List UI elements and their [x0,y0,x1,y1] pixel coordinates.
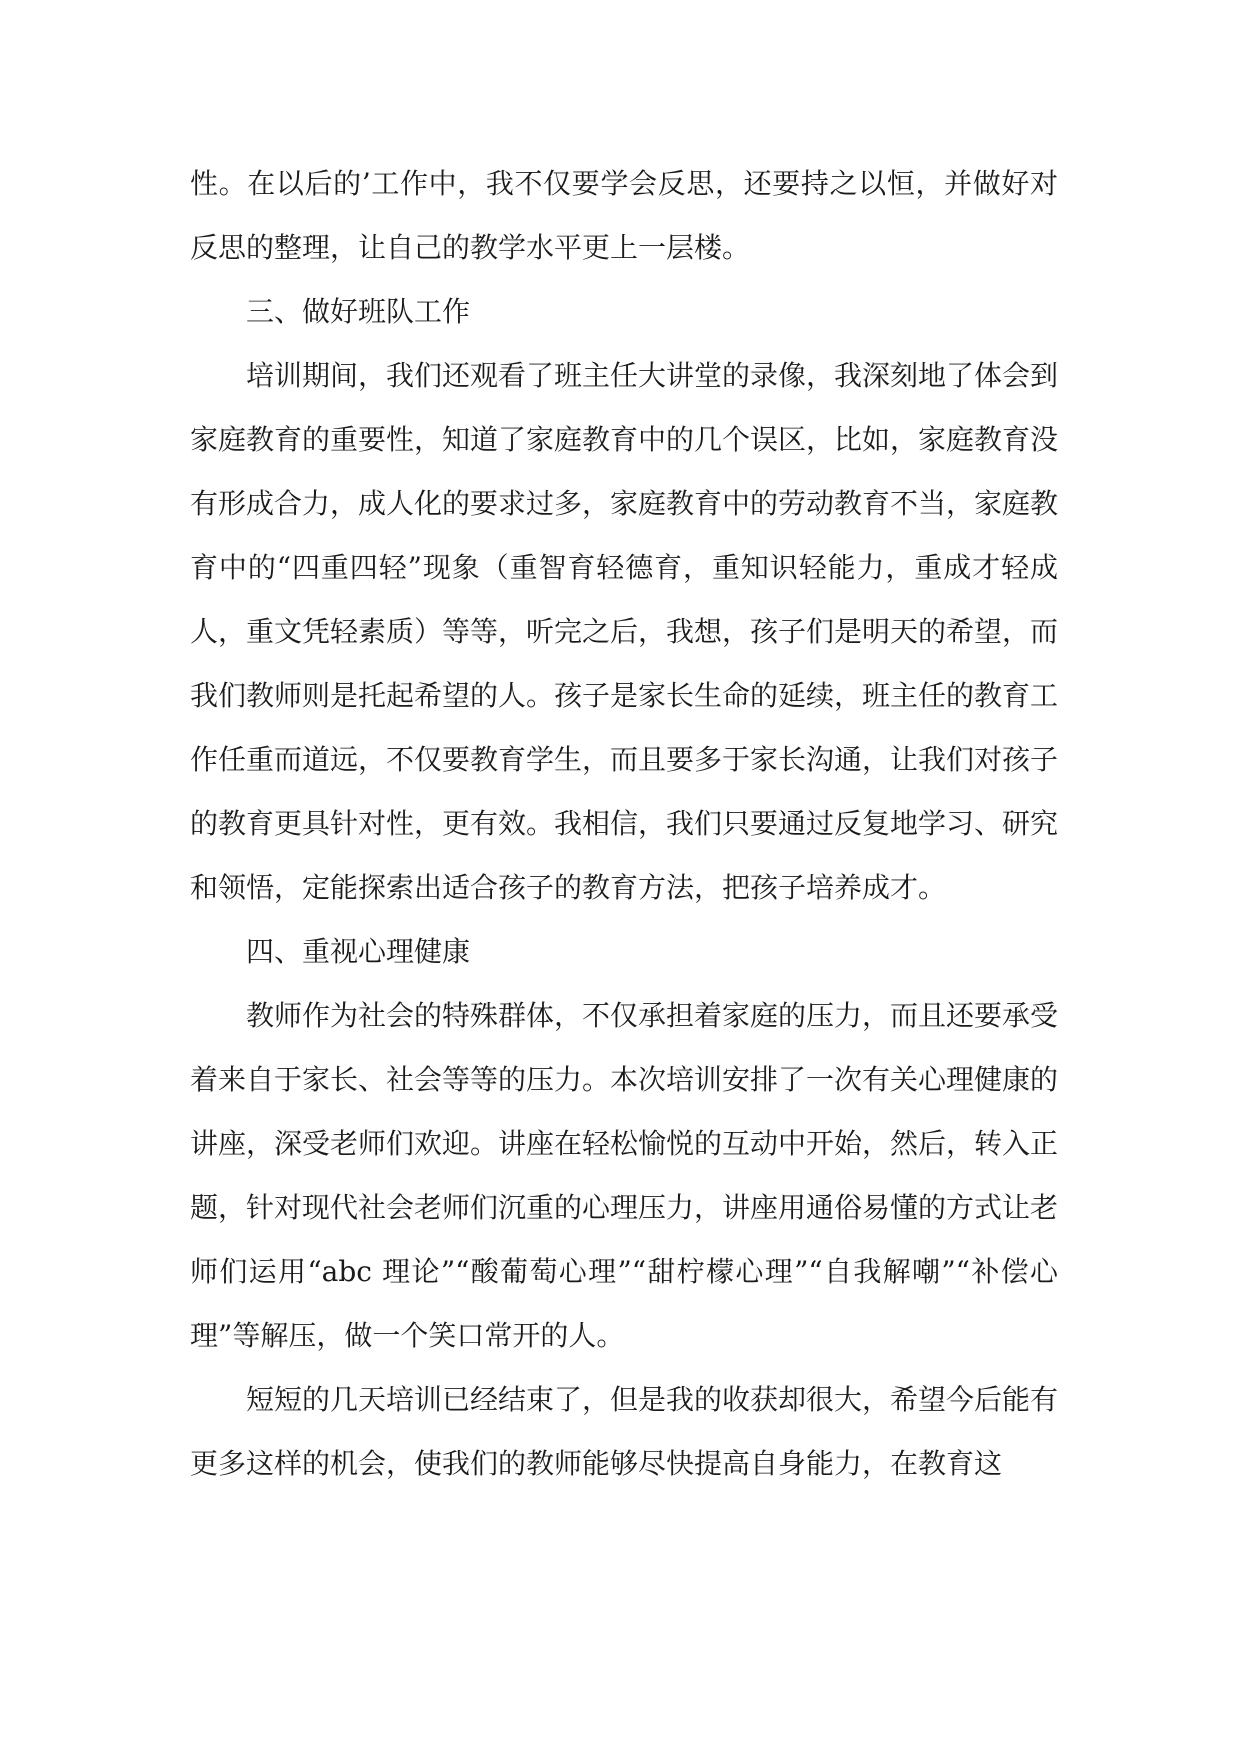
paragraph-mental-health: 教师作为社会的特殊群体，不仅承担着家庭的压力，而且还要承受着来自于家长、社会等等的压力。本次培训安排了一次有关心理健康的讲座，深受老师们欢迎。讲座在轻松愉悦的互动中开始，然后，转入正题，针对现代社会老师们沉重的心理压力，讲座用通俗易懂的方式让老师们运用“abc 理论”“酸葡萄心理”“甜柠檬心理”“自我解嘲”“补偿心理”等解压，做一个笑口常开的人。 [190,999,1059,1352]
section-heading-mental-health: 四、重视心理健康 [246,935,471,968]
paragraph-family-education: 培训期间，我们还观看了班主任大讲堂的录像，我深刻地了体会到家庭教育的重要性，知道了家庭教育中的几个误区，比如，家庭教育没有形成合力，成人化的要求过多，家庭教育中的劳动教育不当，家庭教育中的“四重四轻”现象（重智育轻德育，重知识轻能力，重成才轻成人，重文凭轻素质）等等，听完之后，我想，孩子们是明天的希望，而我们教师则是托起希望的人。孩子是家长生命的延续，班主任的教育工作任重而道远，不仅要教育学生，而且要多于家长沟通，让我们对孩子的教育更具针对性，更有效。我相信，我们只要通过反复地学习、研究和领悟，定能探索出适合孩子的教育方法，把孩子培养成才。 [190,359,1059,904]
document-body [190,152,1058,1496]
paragraph-reflection-continued: 性。在以后的’工作中，我不仅要学会反思，还要持之以恒，并做好对反思的整理，让自己的教学水平更上一层楼。 [190,167,1058,264]
paragraph-conclusion: 短短的几天培训已经结束了，但是我的收获却很大，希望今后能有更多这样的机会，使我们的教师能够尽快提高自身能力，在教育这 [190,1383,1059,1480]
section-heading-class-work: 三、做好班队工作 [246,295,471,328]
